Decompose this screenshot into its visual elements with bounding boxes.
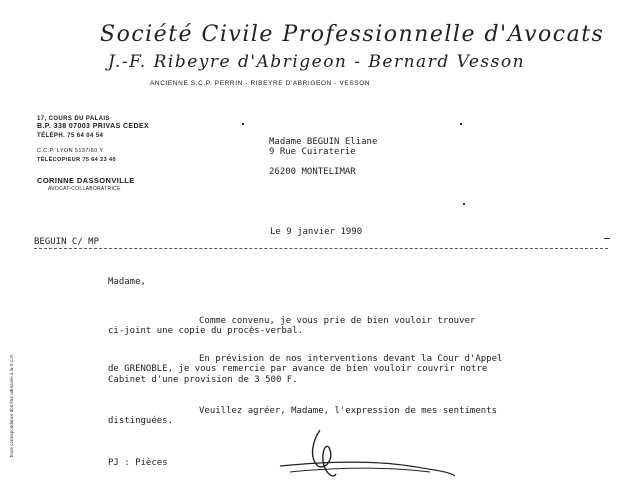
recipient-city: 26200 MONTELIMAR	[269, 167, 356, 177]
letter-date: Le 9 janvier 1990	[270, 227, 363, 237]
recipient-name: Madame BEGUIN Eliane	[269, 137, 378, 147]
signature	[250, 422, 460, 480]
sender-telephone: TÉLÉPH. 75 64 04 54	[37, 133, 104, 139]
lawyer-name: CORINNE DASSONVILLE	[37, 176, 135, 185]
partners-names: J.-F. Ribeyre d'Abrigeon - Bernard Vesson	[108, 52, 526, 72]
margin-note: Toute correspondance doit être adressée à la S.C.P.	[9, 354, 14, 458]
salutation: Madame,	[108, 277, 146, 287]
recipient-street: 9 Rue Cuiraterie	[269, 147, 356, 157]
body-line: distinguées.	[108, 416, 174, 426]
reference-underline	[34, 248, 608, 249]
sender-ccp: C.C.P. LYON 5137/60 Y	[37, 148, 104, 154]
former-firm-line: ANCIENNE S.C.P. PERRIN - RIBEYRE D'ABRIGEON - VESSON	[150, 80, 371, 87]
body-line: Veuillez agréer, Madame, l'expression de mes sentiments	[199, 406, 498, 416]
margin-mark	[604, 238, 610, 239]
scan-dot	[242, 123, 244, 125]
firm-name: Société Civile Professionnelle d'Avocats	[100, 22, 605, 47]
sender-fax: TÉLÉCOPIEUR 75 64 23 40	[37, 157, 116, 163]
body-line: Cabinet d'une provision de 3 500 F.	[108, 375, 298, 385]
body-line: ci-joint une copie du procès-verbal.	[108, 326, 304, 336]
sender-street: 17, COURS DU PALAIS	[37, 116, 110, 122]
enclosures-note: PJ : Pièces	[108, 458, 168, 468]
file-reference: BEGUIN C/ MP	[34, 237, 100, 247]
body-line: Comme convenu, je vous prie de bien vouloir trouver	[199, 316, 476, 326]
scan-dot	[463, 203, 465, 205]
body-line: En prévision de nos interventions devant la Cour d'Appel	[199, 354, 503, 364]
lawyer-role: AVOCAT-COLLABORATRICE	[48, 186, 121, 192]
body-line: de GRENOBLE, je vous remercie par avance de bien vouloir couvrir notre	[108, 364, 488, 374]
sender-postal-box: B.P. 338 07003 PRIVAS CEDEX	[37, 123, 150, 130]
scan-dot	[460, 123, 462, 125]
